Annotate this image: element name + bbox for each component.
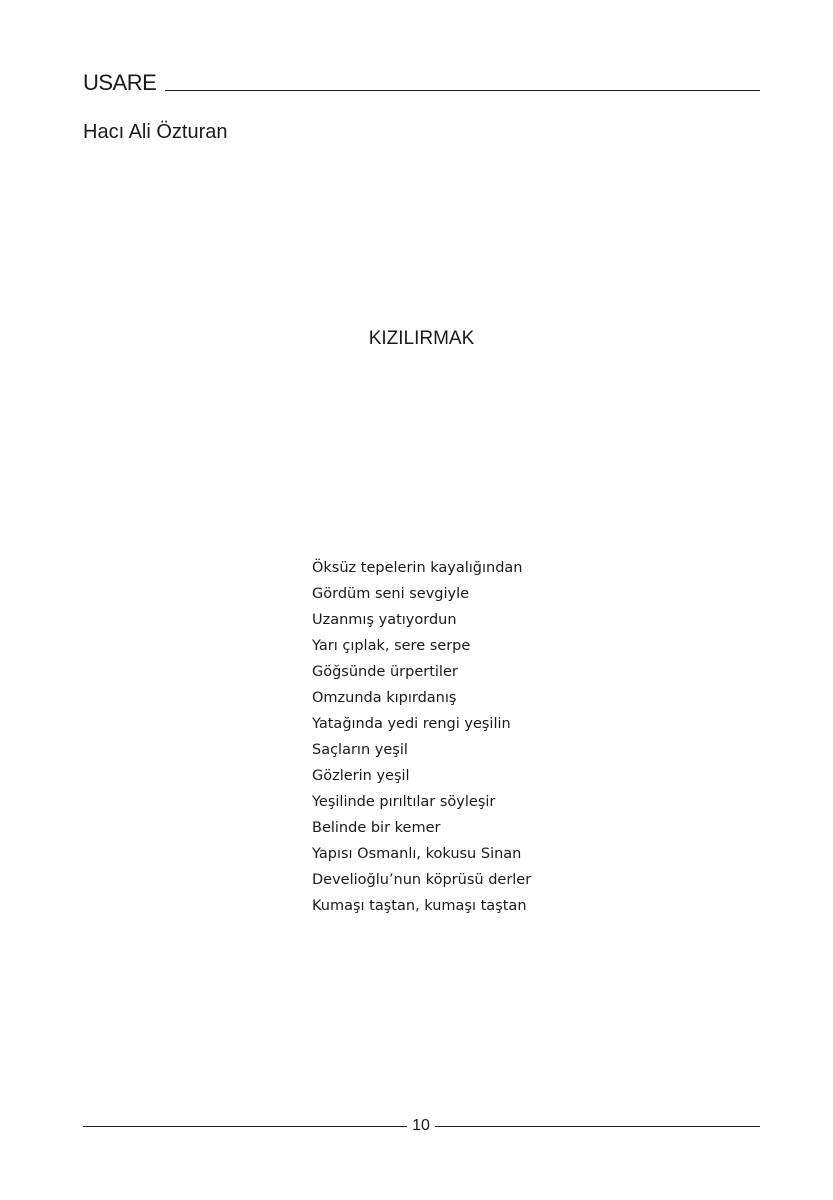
poem-line: Develioğlu’nun köprüsü derler [312,872,532,888]
page-footer [83,1115,760,1139]
poem-line: Gördüm seni sevgiyle [312,586,470,602]
page-number: 10 [412,1117,430,1134]
poem-line: Omzunda kıpırdanış [312,690,457,706]
poem-title: KIZILIRMAK [368,328,475,349]
poem-line: Göğsünde ürpertiler [312,664,458,680]
poem-line: Uzanmış yatıyordun [312,612,457,628]
poem-line: Kumaşı taştan, kumaşı taştan [312,898,527,914]
header-rule [165,90,760,91]
poem-line: Yapısı Osmanlı, kokusu Sinan [312,846,522,862]
poem-body [312,555,531,919]
author-name: Hacı Ali Özturan [83,121,228,143]
poem-line: Yeşilinde pırıltılar söyleşir [312,794,496,810]
footer-rule-left [83,1126,407,1127]
page-header [83,70,760,96]
poem-line: Gözlerin yeşil [312,768,410,784]
poem-line: Öksüz tepelerin kayalığından [312,560,523,576]
poem-line: Yatağında yedi rengi yeşilin [312,716,511,732]
journal-name: USARE [83,70,157,95]
poem-line: Yarı çıplak, sere serpe [312,638,471,654]
footer-rule-right [435,1126,760,1127]
poem-line: Saçların yeşil [312,742,408,758]
poem-line: Belinde bir kemer [312,820,441,836]
